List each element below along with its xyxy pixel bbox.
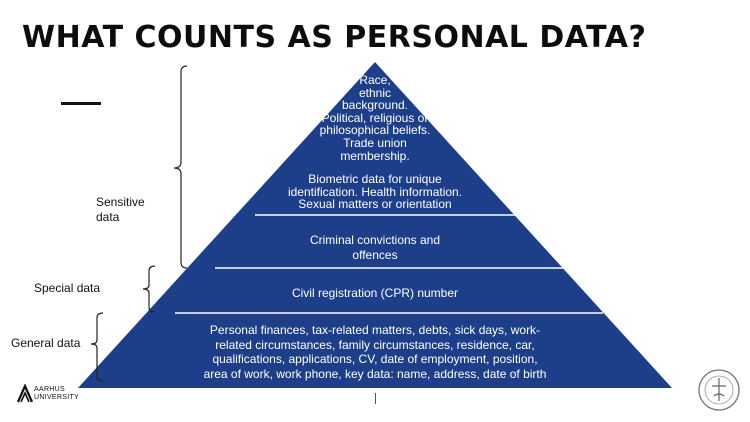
label-general-data: General data — [11, 336, 81, 350]
aarhus-university-logo-icon — [16, 384, 34, 404]
university-seal-icon — [697, 368, 741, 412]
tier-special-text: Civil registration (CPR) number — [291, 286, 459, 300]
label-special-data: Special data — [34, 281, 101, 295]
tier-criminal-text: Criminal convictions and offences — [309, 233, 441, 262]
university-name: AARHUS UNIVERSITY — [34, 386, 80, 401]
label-sensitive-data: Sensitive data — [96, 195, 145, 224]
bracket-special — [143, 266, 155, 312]
footer-divider — [375, 393, 376, 404]
slide-title: WHAT COUNTS AS PERSONAL DATA? — [22, 20, 647, 55]
tier-sensitive-top-text: Race, ethnic background. Political, religious or philosophical beliefs. Trade union membership. — [319, 73, 431, 163]
tier-general-text: Personal finances, tax-related matters, debts, sick days, work- related circumstances, family circumstances, residence, car, qualifications, applications, CV, date of employment, position, area of work, work phone, key data: name, address, date of birth — [203, 323, 547, 381]
tier-sensitive-bottom-text: Biometric data for unique identification. Health information. Sexual matters or orientation — [287, 172, 463, 212]
bracket-sensitive — [174, 66, 187, 268]
